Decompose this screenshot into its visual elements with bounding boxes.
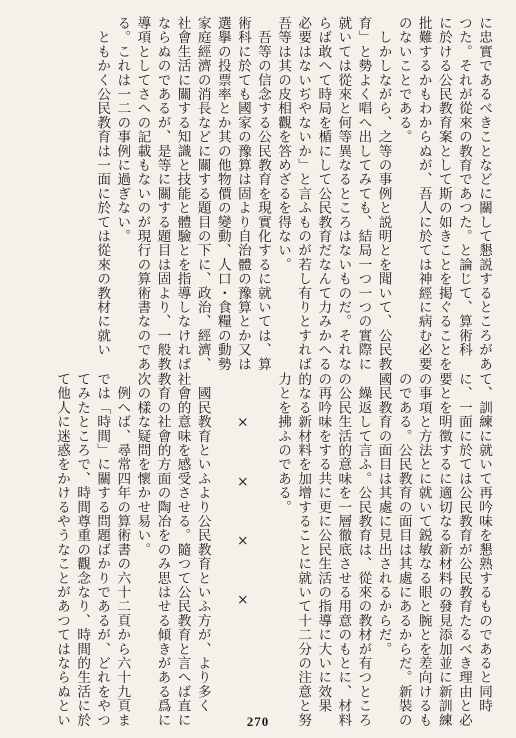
lower-line xyxy=(253,372,273,722)
lower-line: 的なる新材料を加增することに就いて十二分の注意と努 xyxy=(295,372,312,727)
lower-text-block xyxy=(52,372,494,727)
upper-line: 吾等は其の皮相觀を答めざるを得ない。 xyxy=(275,16,292,272)
page-number: 270 xyxy=(246,714,270,729)
upper-line: に忠實であるべきことなどに關して懇説するところがあ xyxy=(476,16,492,371)
upper-line: 導項としてさへの記載もないのが現行の算術書なのであ xyxy=(134,16,151,371)
upper-line: ならぬのであるが、是等に關する題目は固より、一般教 xyxy=(154,16,171,371)
upper-line: 批難するかもわからぬが、吾人に於ては神經に病む必要 xyxy=(415,16,432,371)
upper-line: 就いては從來と何等異なるところはないものだ。それな xyxy=(335,16,352,371)
upper-line: 育」と勢よく唱へ出してみても、結局一つ一つの實際に xyxy=(355,16,372,371)
lower-line: × × × × xyxy=(234,372,251,609)
upper-line: 必要はないぢやないか」と言ふものが若し有りとすれば xyxy=(295,16,312,371)
upper-text-block xyxy=(92,16,494,371)
lower-line: 要とを明徴するに適切なる新材料の發見添加並に新訓練 xyxy=(435,372,452,727)
lower-line: の再吟味をする共に更に公民生活の指導に大いに效果 xyxy=(315,372,332,713)
upper-line: らば敢へて時局を楯にして公民教育だなんて力みかへる xyxy=(315,16,332,371)
upper-line: 家庭經濟の消長などに關する題目の下に、政治、經濟、 xyxy=(194,16,211,371)
lower-line: 繰返して言ふ。公民教育は、從來の教材が有つところ xyxy=(355,372,372,727)
upper-line: る。これは一二の事例に過ぎない。 xyxy=(114,16,131,244)
upper-line: つた。それが從來の教育であつた。と論じて、算術科 xyxy=(455,16,472,357)
lower-line: に、一面に於ては公民教育が公民教育たるべき理由と必 xyxy=(455,372,472,727)
upper-line: ともかく公民教育は一面に於ては從來の教材に就い xyxy=(94,16,111,357)
lower-line: の公民生活的意味を一層徹底させる用意のもとに、材料 xyxy=(335,372,352,727)
lower-line: のである。公民教育の面目は其處にあるからだ。新裝の xyxy=(395,372,412,727)
upper-line: のないことである。 xyxy=(395,16,412,144)
lower-line: 例へば、尋常四年の算術書の六十二頁から六十九頁ま xyxy=(114,372,131,727)
upper-line: 選擧の投票率とか其の他物價の變動、人口・食糧の動勢 xyxy=(214,16,231,371)
lower-line: 國民教育の面目は其處に見出されるからだ。 xyxy=(375,372,392,656)
upper-line: 吾等の信念する公民教育を現實化するに就いては、算 xyxy=(254,16,271,371)
lower-line: 次の樣な疑問を懷かせ易い。 xyxy=(134,372,151,557)
lower-line: の事項と方法とに就いて鋭敏なる眼と腕とを差向けるも xyxy=(415,372,432,727)
upper-line: に於ける公民教育案として斯の如きことを掲ぐることを xyxy=(435,16,452,371)
lower-line: では「時間」に關する問題ばかりであるが、どれをやつ xyxy=(94,372,111,727)
lower-line: 教育の社會的方面の陶冶をのみ思はせる傾きがある爲に xyxy=(154,372,171,727)
upper-line: 社會生活に關する知識と技能と體驗とを指導しなければ xyxy=(174,16,191,371)
lower-line: て他人に迷惑をかけるやうなことがあつてはならぬとい xyxy=(54,372,71,727)
lower-line: 國民教育といふより公民教育といふ方が、より多く xyxy=(194,372,211,713)
lower-line: てみたところで、時間尊重の觀念なり、時間的生活に於 xyxy=(74,372,91,727)
lower-line: 社會的意味を感受させる。隨つて公民教育と言へば直に xyxy=(174,372,191,727)
upper-line: 術科に於ても國家の豫算は固より自治體の豫算とか又は xyxy=(234,16,251,371)
lower-line: て、訓練に就いて再吟味を懇熟するものであると同時 xyxy=(476,372,492,713)
upper-line: しかしながら、之等の事例と説明とを聞いて、公民教 xyxy=(375,16,392,371)
lower-line: 力とを拂ふのである。 xyxy=(275,372,292,514)
lower-line xyxy=(213,372,233,722)
